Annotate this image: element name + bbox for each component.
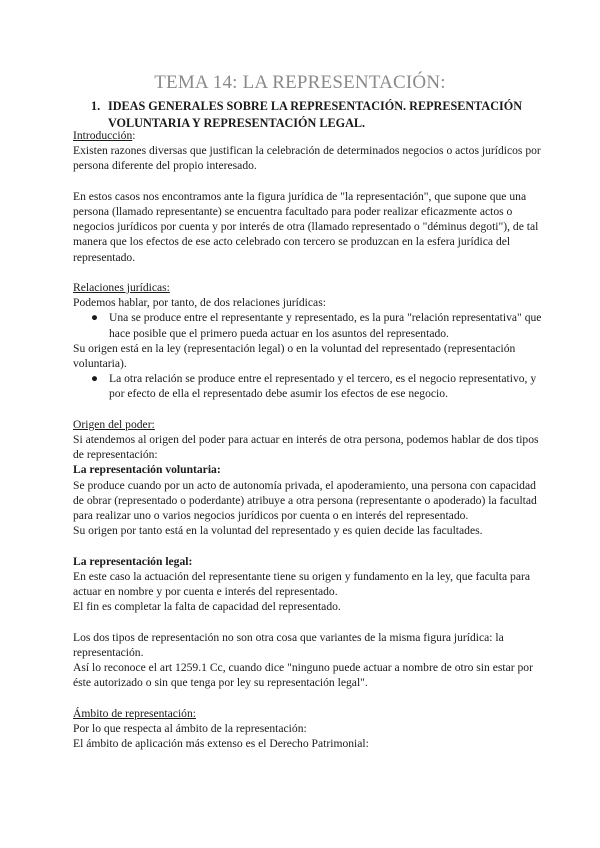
relaciones-list-1: [73, 310, 543, 340]
relaciones-list-2: [73, 371, 543, 401]
variantes-paragraph-2: Así lo reconoce el art 1259.1 Cc, cuando dice "ninguno puede actuar a nombre de otro sin estar por éste autorizado o sin que tenga por ley su representación legal".: [73, 661, 533, 690]
voluntaria-paragraph-2: Su origen por tanto está en la voluntad del representado y es quien decide las facultades.: [73, 524, 483, 538]
spacer: [73, 614, 543, 629]
ambito-paragraph-1: Por lo que respecta al ámbito de la representación:: [73, 721, 307, 735]
list-item-text: Una se produce entre el representante y representado, es la pura "relación representativa" que hace posible que el primero pueda actuar en los asuntos del representado.: [109, 311, 542, 340]
relaciones-intro: Podemos hablar, por tanto, de dos relaciones jurídicas:: [73, 296, 326, 310]
introduccion-label-text: Introducción: [73, 129, 133, 142]
introduccion-label-colon: :: [132, 129, 136, 142]
voluntaria-title: La representación voluntaria:: [73, 463, 221, 477]
spacer: [73, 538, 543, 553]
spacer: [73, 265, 543, 280]
ambito-label: Ámbito de representación:: [73, 706, 196, 720]
voluntaria-paragraph-1: Se produce cuando por un acto de autonomía privada, el apoderamiento, una persona con capacidad de obrar (representado o poderdante) atribuye a otra persona (representante o apoderado) la facultad para realizar uno o varios negocios jurídicos por cuenta o en interés del representado.: [73, 478, 537, 523]
introduccion-paragraph-1: Existen razones diversas que justifican la celebración de determinados negocios o actos jurídicos por persona diferente del propio interesado.: [73, 144, 541, 173]
spacer: [73, 174, 543, 189]
document-body: [73, 128, 543, 751]
page-title: TEMA 14: LA REPRESENTACIÓN:: [154, 72, 446, 93]
list-item-text: La otra relación se produce entre el representado y el tercero, es el negocio representativo, y por efecto de ella el representado debe asumir los efectos de ese negocio.: [109, 372, 537, 401]
legal-paragraph-1: En este caso la actuación del representante tiene su origen y fundamento en la ley, que faculta para actuar en nombre y por cuenta e interés del representado.: [73, 569, 530, 599]
ambito-paragraph-2: El ámbito de aplicación más extenso es el Derecho Patrimonial:: [73, 737, 369, 751]
section-heading: [91, 98, 561, 132]
relaciones-label: Relaciones jurídicas:: [73, 281, 170, 294]
section-heading-text: IDEAS GENERALES SOBRE LA REPRESENTACIÓN. REPRESENTACIÓN VOLUNTARIA Y REPRESENTACIÓN LEGAL.: [108, 99, 523, 130]
list-item: [73, 310, 543, 340]
relaciones-middle: Su origen está en la ley (representación legal) o en la voluntad del representado (representación voluntaria).: [73, 341, 516, 371]
section-number: 1.: [91, 99, 101, 113]
bullet-icon: ●: [91, 311, 99, 325]
legal-paragraph-2: El fin es completar la falta de capacidad del representado.: [73, 600, 341, 614]
spacer: [73, 402, 543, 417]
introduccion-label: [73, 128, 543, 143]
bullet-icon: ●: [91, 372, 99, 386]
introduccion-paragraph-2: En estos casos nos encontramos ante la figura jurídica de "la representación", que supone que una persona (llamado representante) se encuentra facultado para poder realizar eficazmente actos o negocios jurídicos por cuenta y por interés de otra (llamado representado o "déminus degoti"), de tal manera que los efectos de ese acto celebrado con tercero se produzcan en la esfera jurídica del representado.: [73, 189, 539, 264]
list-item: [73, 371, 543, 401]
spacer: [73, 690, 543, 705]
origen-label: Origen del poder:: [73, 417, 155, 431]
origen-intro: Si atendemos al origen del poder para actuar en interés de otra persona, podemos hablar de dos tipos de representación:: [73, 433, 539, 462]
legal-title: La representación legal:: [73, 554, 193, 568]
variantes-paragraph-1: Los dos tipos de representación no son otra cosa que variantes de la misma figura jurídica: la representación.: [73, 630, 504, 659]
